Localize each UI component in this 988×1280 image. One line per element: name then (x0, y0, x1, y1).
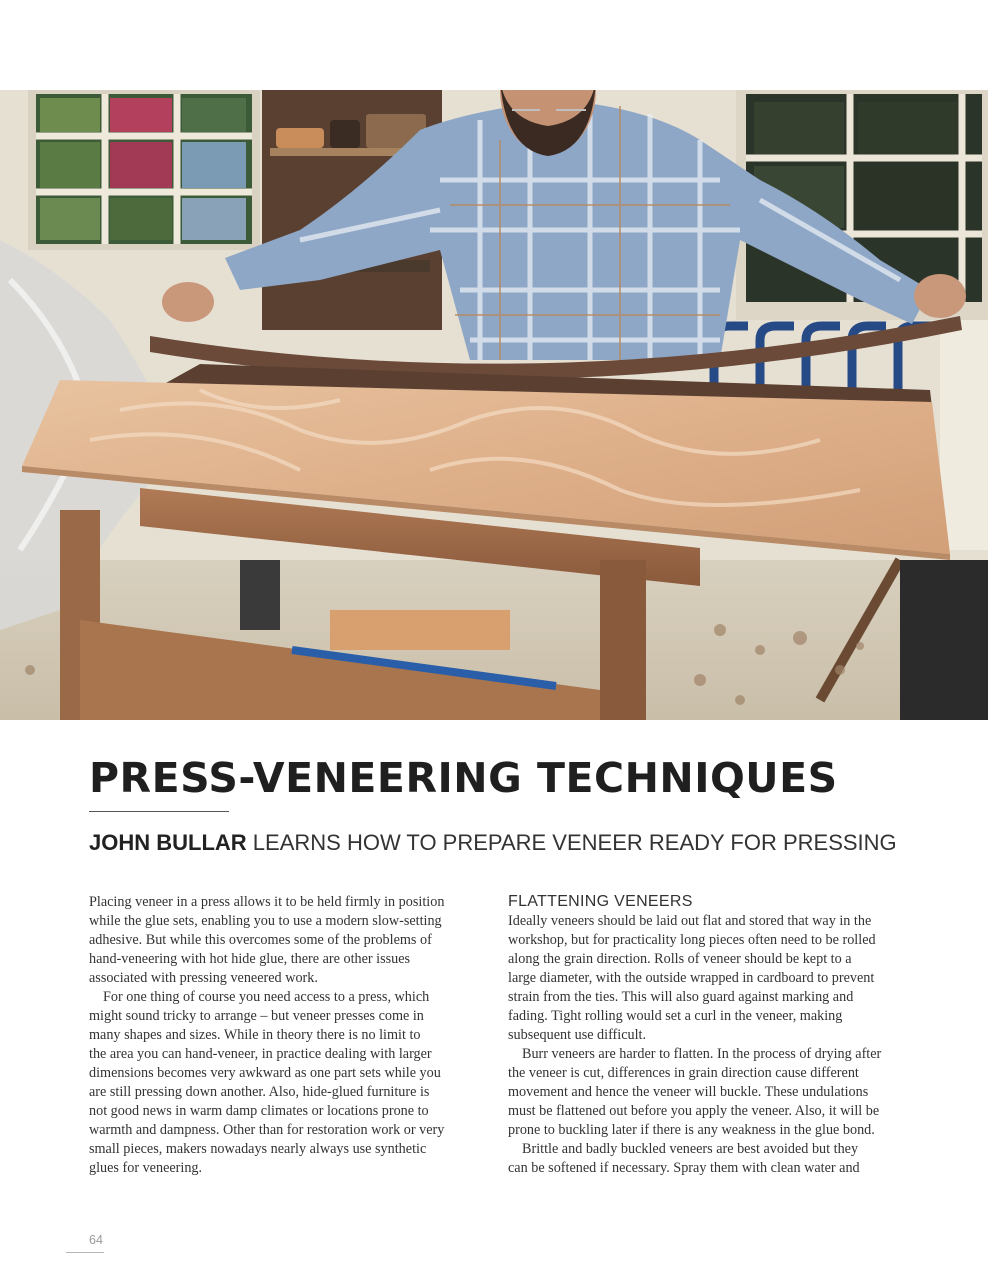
text-line: subsequent use difficult. (508, 1027, 647, 1043)
text-line: are still pressing down another. Also, hide-glued furniture is (89, 1084, 430, 1100)
left-window (28, 90, 260, 250)
page-number: 64 (89, 1233, 103, 1247)
text-line: movement and hence the veneer will buckle. These undulations (508, 1084, 869, 1100)
text-line: the veneer is cut, differences in grain direction cause different (508, 1065, 859, 1081)
text-line: not good news in warm damp climates or locations prone to (89, 1103, 429, 1119)
text-line: dimensions becomes very awkward as one part sets while you (89, 1065, 441, 1081)
text-line: can be softened if necessary. Spray them with clean water and (508, 1160, 860, 1176)
body-paragraph (508, 912, 902, 1045)
body-paragraph (508, 1045, 902, 1140)
workshop-illustration (0, 90, 988, 720)
text-line: glues for veneering. (89, 1160, 203, 1176)
text-line: associated with pressing veneered work. (89, 970, 318, 986)
text-line: Brittle and badly buckled veneers are best avoided but they (522, 1141, 859, 1157)
text-line: along the grain direction. Rolls of veneer should be kept to a (508, 951, 852, 967)
article-subtitle (89, 828, 949, 858)
text-line: while the glue sets, enabling you to use a modern slow-setting (89, 913, 442, 929)
article-photo (0, 90, 988, 720)
body-paragraph (508, 1140, 902, 1178)
body-column-left (89, 893, 481, 1178)
folio-divider (66, 1252, 104, 1253)
text-line: Ideally veneers should be laid out flat and stored that way in the (508, 913, 872, 929)
text-line: warmth and dampness. Other than for restoration work or very (89, 1122, 445, 1138)
article-deck: LEARNS HOW TO PREPARE VENEER READY FOR PRESSING (252, 830, 897, 855)
text-line: hand-veneering with hot hide glue, there are other issues (89, 951, 411, 967)
body-column-right (508, 892, 902, 1178)
text-line: Burr veneers are harder to flatten. In the process of drying after (522, 1046, 882, 1062)
body-paragraph (89, 893, 481, 988)
text-line: many shapes and sizes. While in theory there is no limit to (89, 1027, 421, 1043)
text-line: must be flattened out before you apply the veneer. Also, it will be (508, 1103, 880, 1119)
section-heading: FLATTENING VENEERS (508, 893, 693, 910)
text-line: strain from the ties. This will also guard against marking and (508, 989, 854, 1005)
text-line: small pieces, makers nowadays nearly always use synthetic (89, 1141, 427, 1157)
text-line: Placing veneer in a press allows it to be held firmly in position (89, 894, 445, 910)
text-line: adhesive. But while this overcomes some of the problems of (89, 932, 432, 948)
article-title: PRESS-VENEERING TECHNIQUES (89, 754, 838, 802)
text-line: For one thing of course you need access to a press, which (103, 989, 430, 1005)
text-line: the area you can hand-veneer, in practice dealing with larger (89, 1046, 432, 1062)
author-name: JOHN BULLAR (89, 830, 247, 855)
body-paragraph (89, 988, 481, 1178)
text-line: fading. Tight rolling would set a curl in the veneer, making (508, 1008, 843, 1024)
text-line: might sound tricky to arrange – but veneer presses come in (89, 1008, 424, 1024)
text-line: large diameter, with the outside wrapped in cardboard to prevent (508, 970, 875, 986)
floor-cabinet (900, 560, 988, 720)
text-line: workshop, but for practicality long pieces often need to be rolled (508, 932, 876, 948)
text-line: prone to buckling later if there is any weakness in the glue bond. (508, 1122, 875, 1138)
title-divider (89, 811, 229, 812)
